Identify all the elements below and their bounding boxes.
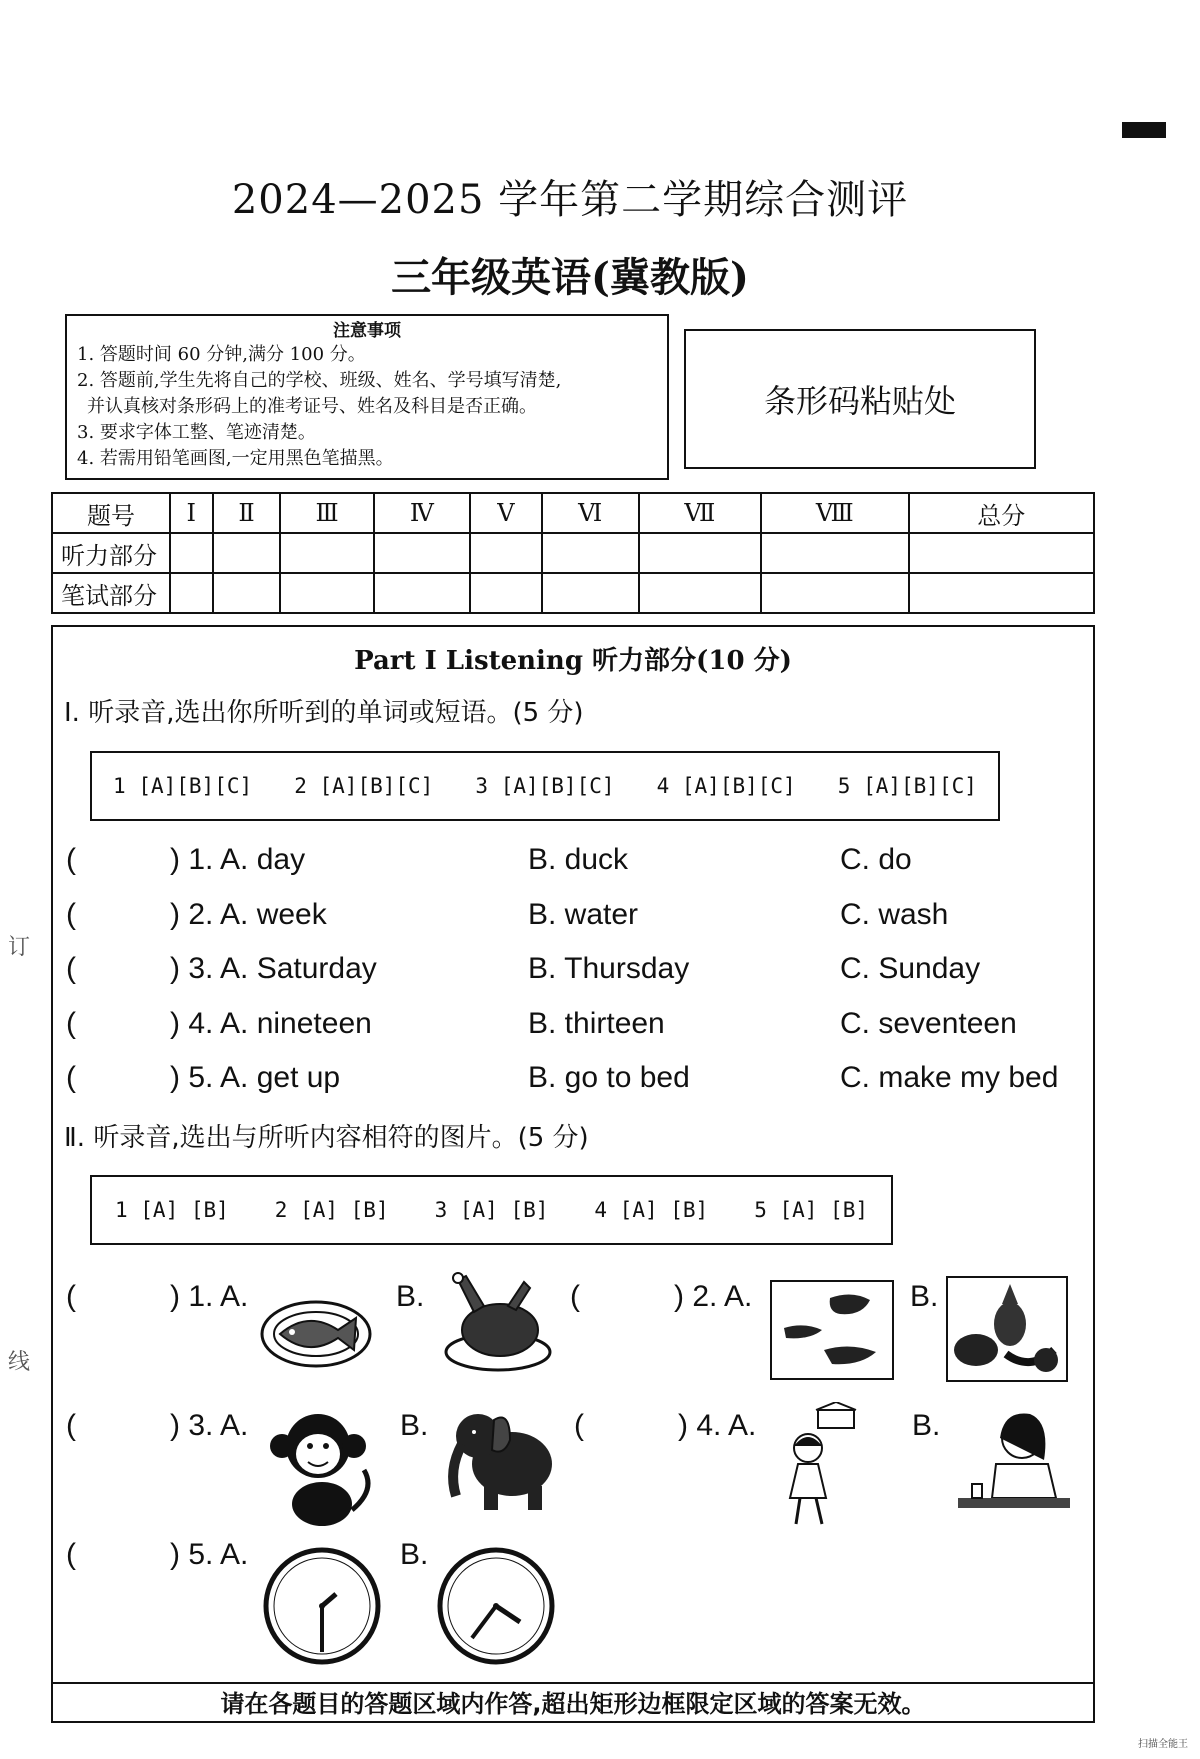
score-cell[interactable] xyxy=(761,533,909,573)
answer-paren[interactable]: ( xyxy=(574,1409,584,1442)
notice-box xyxy=(65,314,669,480)
barcode-label: 条形码粘贴处 xyxy=(763,382,956,420)
fruit-image xyxy=(946,1276,1068,1382)
fish-plate-image xyxy=(258,1288,374,1372)
score-cell[interactable] xyxy=(761,573,909,613)
score-header: Ⅰ xyxy=(170,493,213,533)
answer-paren[interactable]: ( xyxy=(66,1538,76,1571)
score-cell[interactable] xyxy=(470,533,542,573)
score-cell[interactable] xyxy=(470,573,542,613)
option-b-label: B. xyxy=(400,1409,429,1442)
barcode-area xyxy=(684,329,1036,469)
score-header: 题号 xyxy=(52,493,170,533)
score-header: Ⅷ xyxy=(761,493,909,533)
score-cell[interactable] xyxy=(170,533,213,573)
option-b-label: B. xyxy=(396,1280,425,1313)
answer-paren[interactable]: ( xyxy=(66,952,76,985)
picture-question-3: ) 3. A. xyxy=(170,1409,249,1442)
page-subtitle: 三年级英语(冀教版) xyxy=(391,254,749,301)
meat-image xyxy=(770,1280,894,1380)
score-header-row xyxy=(52,493,1094,533)
notice-item: 1. 答题时间 60 分钟,满分 100 分。 xyxy=(77,344,366,365)
score-cell[interactable] xyxy=(170,573,213,613)
score-row-written xyxy=(52,573,1094,613)
score-table xyxy=(51,492,1095,614)
score-row-label: 笔试部分 xyxy=(52,573,170,613)
score-cell[interactable] xyxy=(280,573,373,613)
question-option-c: C. seventeen xyxy=(840,1007,1017,1040)
score-cell[interactable] xyxy=(639,533,761,573)
answer-sheet xyxy=(90,1175,893,1245)
answer-paren[interactable]: ( xyxy=(66,843,76,876)
score-row-listening xyxy=(52,533,1094,573)
score-header: Ⅶ xyxy=(639,493,761,533)
score-row-label: 听力部分 xyxy=(52,533,170,573)
answer-sheet xyxy=(90,751,1000,821)
answer-paren[interactable]: ( xyxy=(66,1007,76,1040)
score-cell[interactable] xyxy=(639,573,761,613)
corner-mark xyxy=(1122,122,1166,138)
monkey-image xyxy=(268,1410,378,1528)
score-cell[interactable] xyxy=(542,533,639,573)
question-option-a: ) 5. A. get up xyxy=(170,1061,341,1094)
bubble-group[interactable]: 4 [A][B][C] xyxy=(656,774,796,798)
answer-paren[interactable]: ( xyxy=(66,898,76,931)
girl-walking-school-image xyxy=(774,1402,864,1532)
score-cell[interactable] xyxy=(374,533,470,573)
question-option-c: C. do xyxy=(840,843,912,876)
question-option-a: ) 1. A. day xyxy=(170,843,306,876)
part-title: Part Ⅰ Listening 听力部分(10 分) xyxy=(354,646,792,676)
option-b-label: B. xyxy=(912,1409,941,1442)
score-cell[interactable] xyxy=(280,533,373,573)
page-title: 2024—2025 学年第二学期综合测评 xyxy=(231,177,909,223)
margin-mark-1: 订 xyxy=(8,935,31,960)
score-header: Ⅲ xyxy=(280,493,373,533)
notice-item: 4. 若需用铅笔画图,一定用黑色笔描黑。 xyxy=(77,448,394,469)
bubble-group[interactable]: 2 [A][B][C] xyxy=(294,774,434,798)
footer-note: 请在各题目的答题区域内作答,超出矩形边框限定区域的答案无效。 xyxy=(51,1682,1095,1724)
bubble-group[interactable]: 4 [A] [B] xyxy=(594,1198,709,1222)
picture-question-2: ) 2. A. xyxy=(674,1280,753,1313)
scanner-watermark: 扫描全能王 xyxy=(1138,1739,1188,1750)
picture-question-5: ) 5. A. xyxy=(170,1538,249,1571)
question-option-b: B. thirteen xyxy=(528,1007,665,1040)
question-option-a: ) 3. A. Saturday xyxy=(170,952,377,985)
clock-b-image xyxy=(436,1520,556,1666)
section-heading: Ⅰ. 听录音,选出你所听到的单词或短语。(5 分) xyxy=(64,698,584,728)
answer-paren[interactable]: ( xyxy=(66,1061,76,1094)
notice-title: 注意事项 xyxy=(333,321,401,341)
bubble-group[interactable]: 2 [A] [B] xyxy=(274,1198,389,1222)
picture-question-1: ) 1. A. xyxy=(170,1280,249,1313)
bubble-group[interactable]: 5 [A] [B] xyxy=(754,1198,868,1222)
roast-chicken-image xyxy=(438,1266,554,1376)
answer-paren[interactable]: ( xyxy=(66,1280,76,1313)
score-cell[interactable] xyxy=(213,573,281,613)
score-header: Ⅵ xyxy=(542,493,639,533)
question-option-c: C. Sunday xyxy=(840,952,981,985)
bubble-group[interactable]: 3 [A][B][C] xyxy=(475,774,615,798)
score-cell[interactable] xyxy=(909,533,1094,573)
question-option-c: C. wash xyxy=(840,898,949,931)
question-option-a: ) 4. A. nineteen xyxy=(170,1007,372,1040)
question-option-b: B. water xyxy=(528,898,639,931)
bubble-group[interactable]: 3 [A] [B] xyxy=(434,1198,549,1222)
option-b-label: B. xyxy=(910,1280,939,1313)
score-cell[interactable] xyxy=(542,573,639,613)
bubble-group[interactable]: 1 [A][B][C] xyxy=(113,774,253,798)
notice-item: 并认真核对条形码上的准考证号、姓名及科目是否正确。 xyxy=(87,396,537,417)
question-option-a: ) 2. A. week xyxy=(170,898,327,931)
score-cell[interactable] xyxy=(213,533,281,573)
notice-item: 3. 要求字体工整、笔迹清楚。 xyxy=(77,422,316,443)
score-header: Ⅱ xyxy=(213,493,281,533)
score-header: 总分 xyxy=(909,493,1094,533)
margin-mark-2: 线 xyxy=(8,1350,31,1375)
answer-paren[interactable]: ( xyxy=(570,1280,580,1313)
option-b-label: B. xyxy=(400,1538,429,1571)
bubble-group[interactable]: 1 [A] [B] xyxy=(115,1198,229,1222)
girl-eating-image xyxy=(952,1404,1074,1514)
score-header: Ⅳ xyxy=(374,493,470,533)
question-option-c: C. make my bed xyxy=(840,1061,1059,1094)
score-cell[interactable] xyxy=(374,573,470,613)
score-cell[interactable] xyxy=(909,573,1094,613)
picture-question-4: ) 4. A. xyxy=(678,1409,757,1442)
answer-paren[interactable]: ( xyxy=(66,1409,76,1442)
clock-a-image xyxy=(262,1520,382,1666)
bubble-group[interactable]: 5 [A][B][C] xyxy=(837,774,977,798)
question-option-b: B. duck xyxy=(528,843,629,876)
question-option-b: B. Thursday xyxy=(528,952,690,985)
score-header: Ⅴ xyxy=(470,493,542,533)
notice-item: 2. 答题前,学生先将自己的学校、班级、姓名、学号填写清楚, xyxy=(77,370,562,391)
question-option-b: B. go to bed xyxy=(528,1061,690,1094)
elephant-image xyxy=(438,1400,564,1514)
section-heading: Ⅱ. 听录音,选出与所听内容相符的图片。(5 分) xyxy=(64,1123,589,1153)
